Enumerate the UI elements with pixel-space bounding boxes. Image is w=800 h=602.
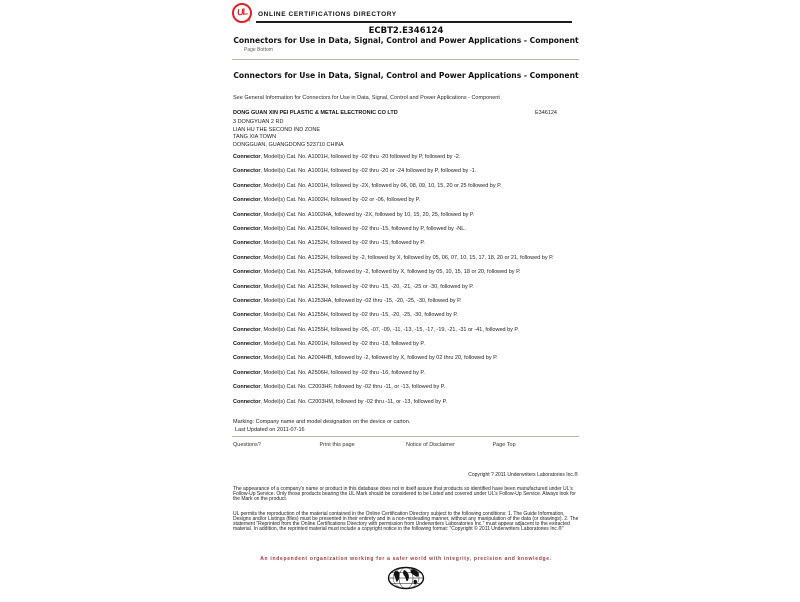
document-page [232,0,580,602]
ul-logo-icon [232,3,252,23]
product-line: Connector, Model(s) Cat. No. A1253HA, followed by -02 thru -15, -20, -25, -30, followed by P. [233,297,462,304]
product-line: Connector, Model(s) Cat. No. C2003HF, followed by -02 thru -11, or -13, followed by P. [233,384,446,391]
product-type-label: Connector [233,240,261,247]
general-info-prefix: See General Information for [233,95,301,101]
product-type-label: Connector [233,254,261,261]
divider-top [232,59,579,60]
product-line: Connector, Model(s) Cat. No. A1002H, followed by -02 or -06, followed by P. [233,197,421,204]
copyright-line: Copyright ? 2011 Underwriters Laboratories Inc.® [468,472,578,478]
product-type-label: Connector [233,225,261,232]
product-line: Connector, Model(s) Cat. No. A1252H, followed by -02 thru -15, followed by P. [233,240,425,247]
disclaimer-paragraph: The appearance of a company's name or product in this database does not in itself assure that products so identified have been manufactured under UL's Follow-Up Service. Only those products bearing the UL Mark should be considered to be Listed and covered under UL's Follow-Up Service. Always look for the Mark on the product. [233,486,576,503]
general-info-line [233,95,500,101]
disclaimer-link[interactable]: Notice of Disclaimer [406,442,455,448]
divider-bottom [232,436,579,437]
marking-text: Marking: Company name and model designation on the device or carton. [233,419,411,425]
company-header-row [233,110,579,116]
product-line: Connector, Model(s) Cat. No. C2003HM, followed by -02 thru -11, or -13, followed by P. [233,398,448,405]
product-type-label: Connector [233,384,261,391]
address-line: LIAN HU THE SECOND IND ZONE [233,126,320,133]
product-type-label: Connector [233,283,261,290]
directory-title: ONLINE CERTIFICATIONS DIRECTORY [258,11,397,18]
page-bottom-link[interactable]: Page Bottom [244,47,273,53]
company-address [233,119,344,149]
general-info-link[interactable]: Connectors for Use in Data, Signal, Control and Power Applications - Component [302,95,500,101]
product-type-label: Connector [233,211,261,218]
product-type-label: Connector [233,154,261,160]
page-top-link[interactable]: Page Top [492,442,516,448]
last-updated: Last Updated on 2011-07-16 [235,427,305,433]
product-type-label: Connector [233,326,261,333]
product-list [233,154,579,413]
product-type-label: Connector [233,398,261,405]
product-line: Connector, Model(s) Cat. No. A2001H, followed by -02 thru -18, followed by P. [233,341,425,348]
product-line: Connector, Model(s) Cat. No. A1255H, followed by -05, -07, -09, -11, -13, -15, -17, -19, -21, -31 or -41, followed by P. [233,326,519,333]
file-number: E346124 [534,110,557,116]
reproduction-paragraph: UL permits the reproduction of the material contained in the Online Certification Directory subject to the following conditions: 1. The Guide Information, Designs and/or Listings (files) must be presented in their entirety and in a non-misleading manner, without any manipulation of the data (or drawings). 2. The statement "Reprinted from the Online Certifications Directory with permission from Underwriters Laboratories Inc." must appear adjacent to the extracted material. In addition, the reprinted material must include a copyright notice in the following format: "Copyright © 2011 Underwriters Laboratories Inc.®" [233,511,579,533]
product-type-label: Connector [233,312,261,319]
product-line: Connector, Model(s) Cat. No. A1002HA, followed by -2X, followed by 10, 15, 20, 25, followed by P. [233,211,475,218]
address-line: 3 DONGYUAN 2 RD [233,119,284,125]
ul-logo-letters: UL [236,6,248,18]
product-line: Connector, Model(s) Cat. No. A1253H, followed by -02 thru -15, -20, -21, -25 or -30, followed by P. [233,283,474,290]
product-line: Connector, Model(s) Cat. No. A1252HA, followed by -2, followed by X, followed by 05, 10, 15, 18 or 20, followed by P. [233,269,521,276]
product-line: Connector, Model(s) Cat. No. A1001H, followed by -02 thru -20 followed by P, followed by -2. [233,154,461,160]
address-line: DONGGUAN, GUANGDONG 523710 CHINA [233,141,344,148]
product-line: Connector, Model(s) Cat. No. A1001H, followed by -02 thru -20 or -24 followed by P, followed by -1. [233,168,477,175]
questions-link[interactable]: Questions? [233,442,261,448]
print-page-link[interactable]: Print this page [319,442,355,448]
page-title: Connectors for Use in Data, Signal, Control and Power Applications - Component [233,36,579,45]
product-type-label: Connector [233,168,261,175]
product-type-label: Connector [233,341,261,348]
masthead-rule [256,21,572,23]
globe-logo-icon [232,566,580,595]
product-type-label: Connector [233,197,261,204]
address-line: TANG XIA TOWN [233,134,277,140]
product-line: Connector, Model(s) Cat. No. A2506H, followed by -02 thru -16, followed by P. [233,369,425,376]
product-type-label: Connector [233,182,261,189]
product-type-label: Connector [233,369,261,376]
product-type-label: Connector [233,355,261,362]
category-code: ECBT2.E346124 [368,26,444,36]
product-line: Connector, Model(s) Cat. No. A2004HB, followed by -2, followed by X, followed by 02 thru 20, followed by P. [233,355,498,362]
registered-mark-icon: ® [248,18,251,23]
product-type-label: Connector [233,297,261,304]
footer-links-row [233,442,579,448]
company-name: DONG GUAN XIN PEI PLASTIC & METAL ELECTRONIC CO LTD [233,110,398,116]
product-line: Connector, Model(s) Cat. No. A1255H, followed by -02 thru -15, -20, -25, -30, followed by P. [233,312,458,319]
product-line: Connector, Model(s) Cat. No. A1001H, followed by -2X, followed by 06, 08, 09, 10, 15, 20 or 25 followed by P. [233,182,502,189]
section-title: Connectors for Use in Data, Signal, Control and Power Applications - Component [233,71,579,80]
product-line: Connector, Model(s) Cat. No. A1250H, followed by -02 thru -15, followed by P, followed by -NL. [233,225,466,232]
product-type-label: Connector [233,269,261,276]
footer-tagline: An independent organization working for a safer world with integrity, precision and knowledge. [260,556,552,562]
product-line: Connector, Model(s) Cat. No. A1252H, followed by -2, followed by X, followed by 05, 06, 07, 10, 15, 17, 18, 20 or 21, followed by P. [233,254,554,261]
